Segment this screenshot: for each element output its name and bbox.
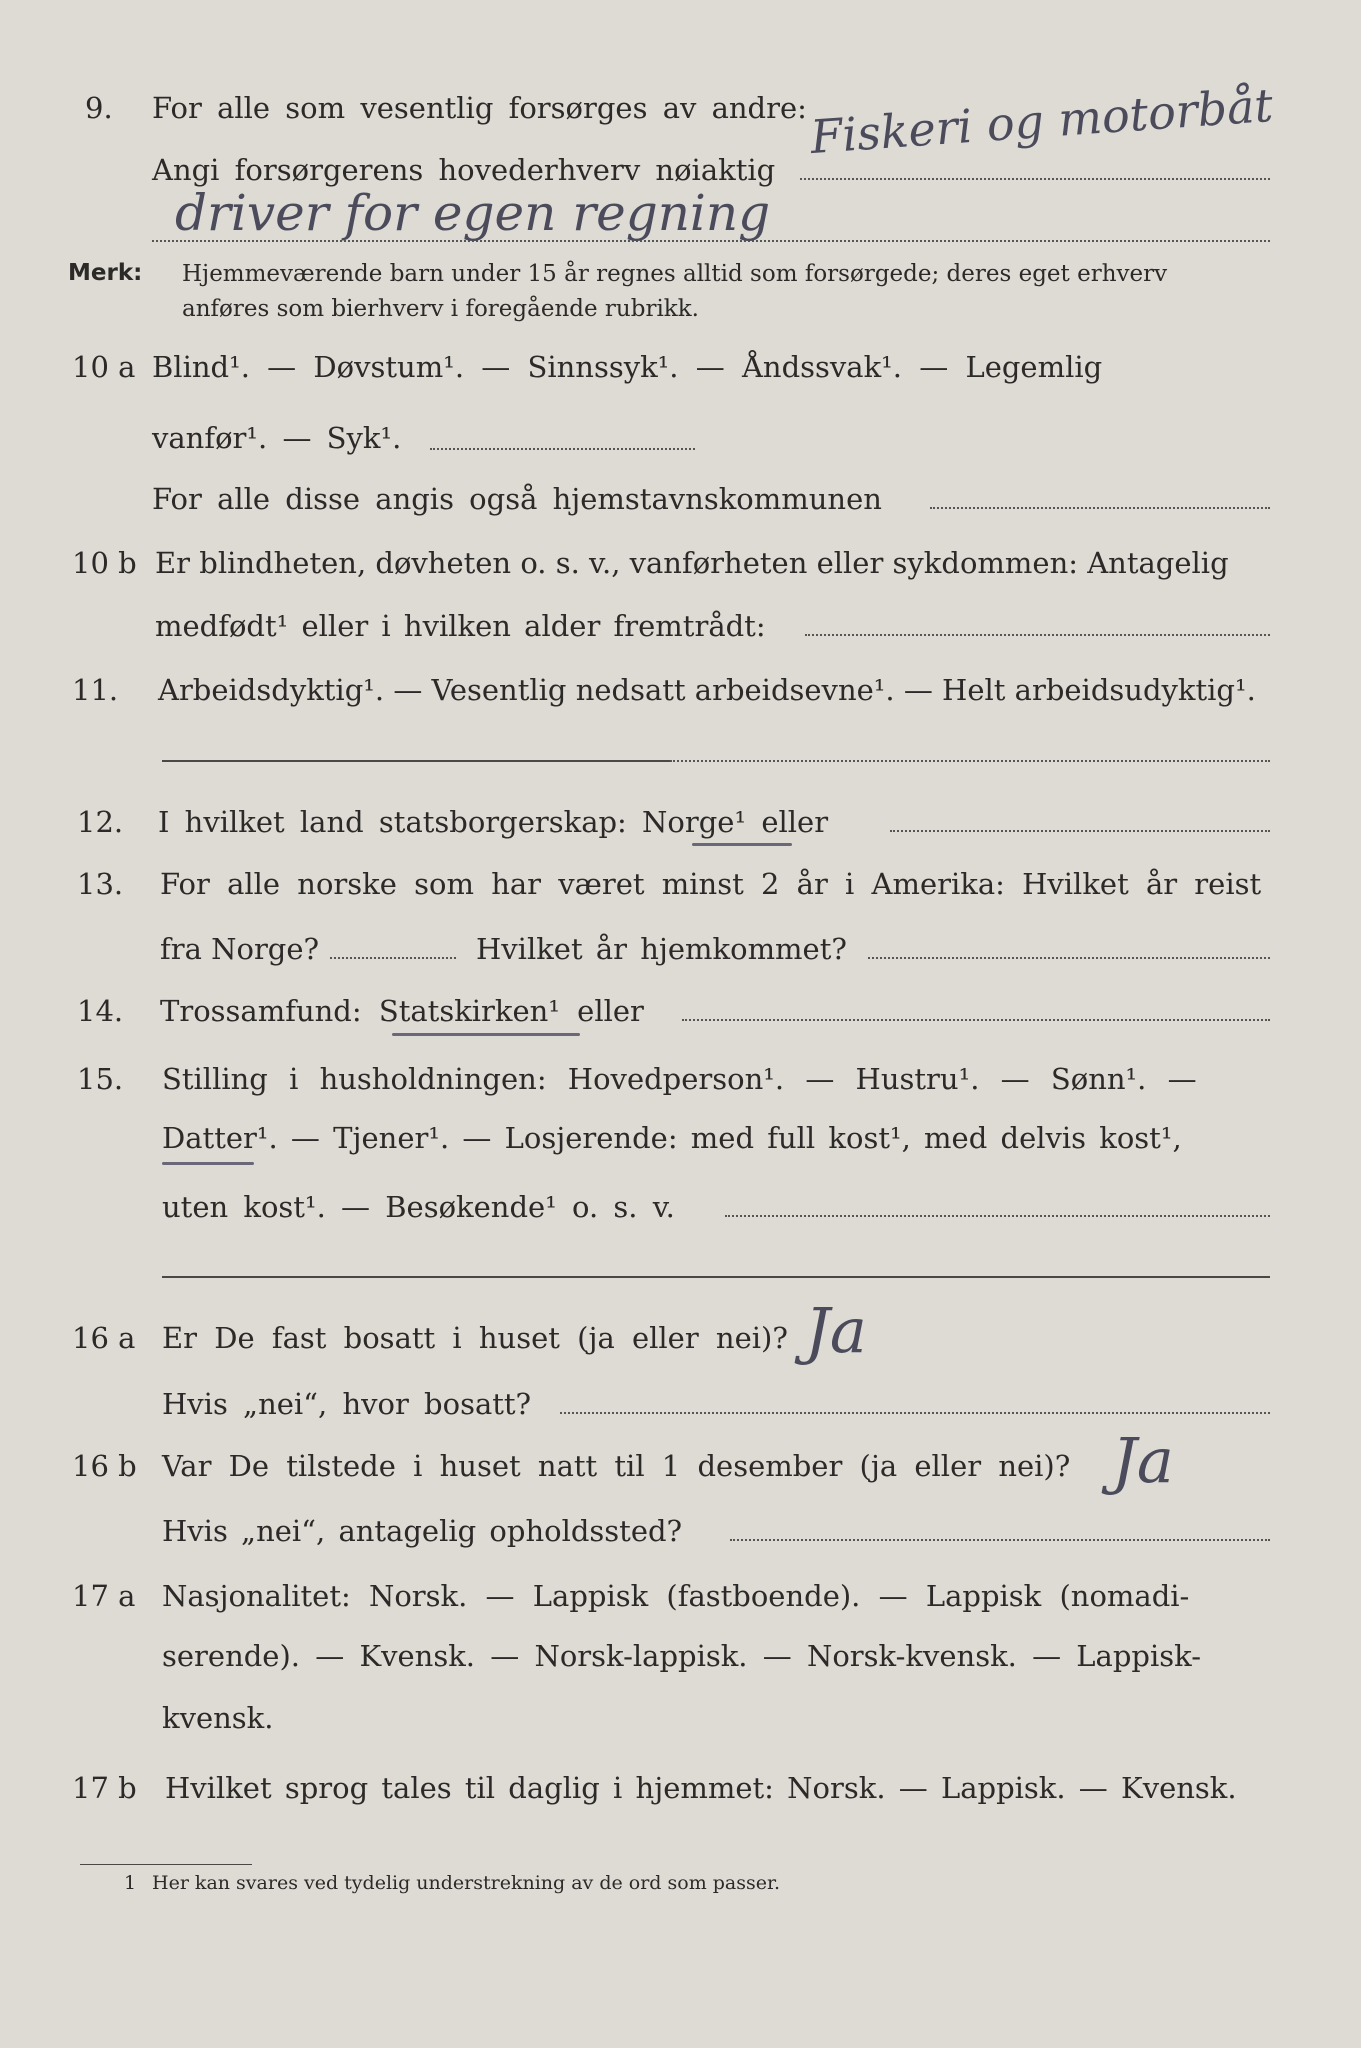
q13-number: 13. <box>77 867 124 901</box>
q13-line2b: Hvilket år hjemkommet? <box>476 932 847 966</box>
q9-answer-line1 <box>800 178 1270 180</box>
q15-line3: uten kost¹. — Besøkende¹ o. s. v. <box>162 1190 675 1224</box>
q11-line1: Arbeidsdyktig¹. — Vesentlig nedsatt arbeidsevne¹. — Helt arbeidsudyktig¹. <box>158 673 1256 707</box>
q12-norge-underline <box>692 843 792 846</box>
q11-answer-line-b <box>670 760 1270 762</box>
q9-number: 9. <box>85 91 113 125</box>
q16b-handwritten-answer: Ja <box>1112 1424 1174 1497</box>
q9-line1: For alle som vesentlig forsørges av andre: <box>152 91 807 125</box>
q15-answer-line <box>725 1215 1270 1217</box>
footnote-text: Her kan svares ved tydelig understrekning av de ord som passer. <box>152 1872 781 1894</box>
q14-number: 14. <box>77 994 124 1028</box>
q15-line2: Datter¹. — Tjener¹. — Losjerende: med full kost¹, med delvis kost¹, <box>162 1121 1182 1155</box>
q10a-number: 10 a <box>72 350 136 384</box>
q16b-answer-line <box>730 1539 1270 1541</box>
q10b-answer-line <box>805 634 1270 636</box>
q14-answer-line <box>682 1019 1270 1021</box>
q10a-hometown-line <box>930 507 1270 509</box>
q17b-number: 17 b <box>72 1771 137 1805</box>
q16a-number: 16 a <box>72 1321 136 1355</box>
q10a-line3: For alle disse angis også hjemstavnskommunen <box>152 482 882 516</box>
q16b-line1: Var De tilstede i huset natt til 1 desember (ja eller nei)? <box>162 1449 1071 1483</box>
q14-statskirken-underline <box>392 1033 580 1036</box>
q17a-line2: serende). — Kvensk. — Norsk-lappisk. — Norsk-kvensk. — Lappisk- <box>162 1639 1201 1673</box>
merk-line2: anføres som bierhverv i foregående rubrikk. <box>182 296 699 322</box>
footnote-rule <box>80 1864 252 1865</box>
q10a-answer-line <box>430 448 695 450</box>
q16a-handwritten-answer: Ja <box>805 1294 867 1367</box>
q17a-line1: Nasjonalitet: Norsk. — Lappisk (fastboende). — Lappisk (nomadi- <box>162 1579 1190 1613</box>
q9-handwritten-answer-1: Fiskeri og motorbåt <box>808 77 1275 165</box>
q10a-line1: Blind¹. — Døvstum¹. — Sinnssyk¹. — Åndssvak¹. — Legemlig <box>152 350 1103 384</box>
footnote-mark: 1 <box>124 1872 137 1894</box>
q17a-number: 17 a <box>72 1579 136 1613</box>
merk-label: Merk: <box>68 260 143 286</box>
q12-answer-line <box>890 830 1270 832</box>
q10a-line2: vanfør¹. — Syk¹. <box>152 421 402 455</box>
q10b-line2: medfødt¹ eller i hvilken alder fremtrådt: <box>155 609 766 643</box>
q16a-line1: Er De fast bosatt i huset (ja eller nei)? <box>162 1321 788 1355</box>
q16b-line2: Hvis „nei“, antagelig opholdssted? <box>162 1514 683 1548</box>
q9-line2: Angi forsørgerens hovederhverv nøiaktig <box>152 153 776 187</box>
q15-datter-underline <box>162 1162 254 1165</box>
q13-line1: For alle norske som har været minst 2 år i Amerika: Hvilket år reist <box>160 867 1262 901</box>
q17a-line3: kvensk. <box>162 1701 274 1735</box>
q14-line1: Trossamfund: Statskirken¹ eller <box>160 994 644 1028</box>
q10b-line1: Er blindheten, døvheten o. s. v., vanførheten eller sykdommen: Antagelig <box>155 546 1229 580</box>
q13-line2a: fra Norge? <box>160 932 320 966</box>
q15-separator-line <box>162 1276 1270 1278</box>
q17b-line1: Hvilket sprog tales til daglig i hjemmet: Norsk. — Lappisk. — Kvensk. <box>165 1771 1237 1805</box>
q16a-line2: Hvis „nei“, hvor bosatt? <box>162 1387 532 1421</box>
q12-line1: I hvilket land statsborgerskap: Norge¹ eller <box>158 805 829 839</box>
q16a-answer-line <box>560 1412 1270 1414</box>
q15-line1: Stilling i husholdningen: Hovedperson¹. — Hustru¹. — Sønn¹. — <box>162 1062 1197 1096</box>
q13-departure-line <box>330 957 456 959</box>
merk-line1: Hjemmeværende barn under 15 år regnes alltid som forsørgede; deres eget erhverv <box>182 261 1168 287</box>
q12-number: 12. <box>77 805 124 839</box>
q11-number: 11. <box>72 673 119 707</box>
q13-return-line <box>868 957 1270 959</box>
q15-number: 15. <box>77 1062 124 1096</box>
q11-answer-line-a <box>162 760 670 762</box>
q10b-number: 10 b <box>72 546 137 580</box>
q16b-number: 16 b <box>72 1449 137 1483</box>
q9-handwritten-answer-2: driver for egen regning <box>175 184 771 242</box>
